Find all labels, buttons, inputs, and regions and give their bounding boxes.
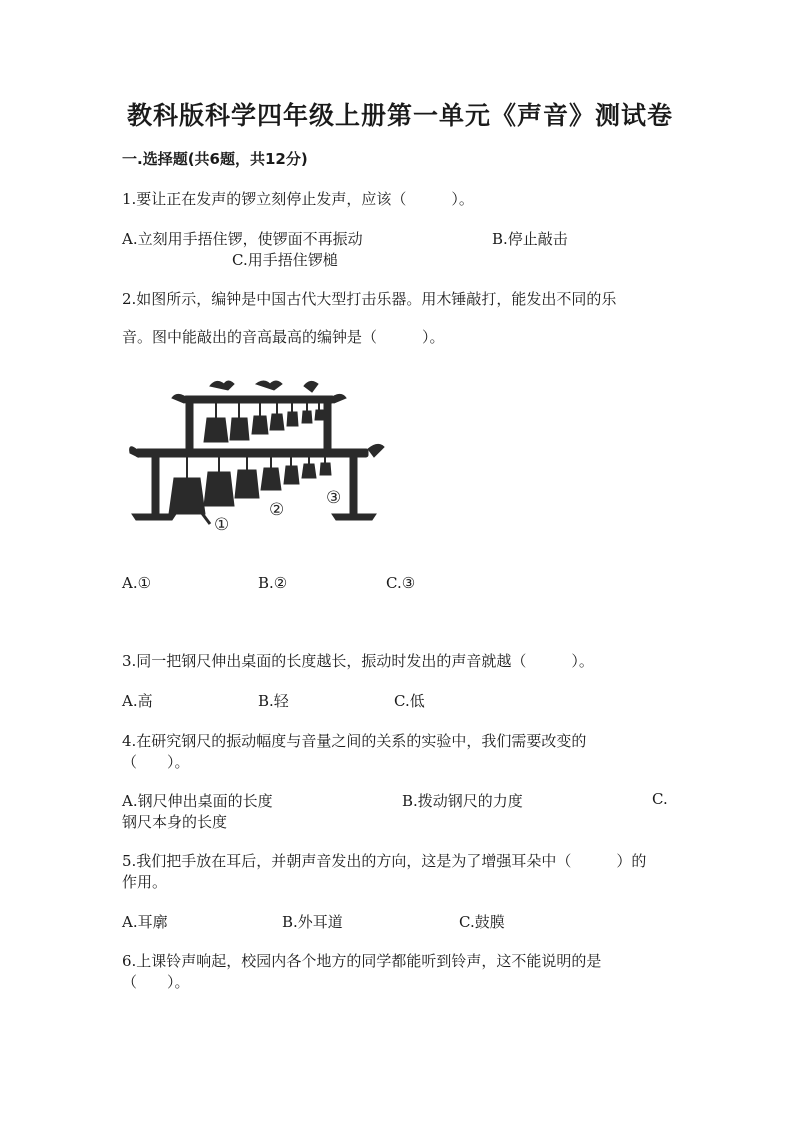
question-3-option-c: C.低 [394,692,425,710]
question-2-option-b: B.② [258,574,288,592]
question-5-option-b: B.外耳道 [282,913,343,931]
question-4-option-c-text: 钢尺本身的长度 [122,813,228,831]
question-4-stem-line-2: （ ）。 [122,753,190,771]
question-4-stem-line-1: 4.在研究钢尺的振动幅度与音量之间的关系的实验中，我们需要改变的 [122,732,587,750]
question-1-option-b: B.停止敲击 [492,230,568,248]
figure-label-2: ② [269,500,285,520]
question-4-option-a: A.钢尺伸出桌面的长度 [122,792,273,810]
section-heading: 一.选择题(共6题，共12分) [122,150,308,168]
question-5-option-a: A.耳廓 [122,913,168,931]
question-5-option-c: C.鼓膜 [459,913,505,931]
question-2-stem-line-2: 音。图中能敲出的音高最高的编钟是（ ）。 [122,328,445,346]
question-5-stem-line-2: 作用。 [122,873,168,891]
question-6-stem-line-1: 6.上课铃声响起，校园内各个地方的同学都能听到铃声，这不能说明的是 [122,952,602,970]
question-2-stem-line-1: 2.如图所示，编钟是中国古代大型打击乐器。用木锤敲打，能发出不同的乐 [122,290,617,308]
figure-label-1: ① [214,515,230,535]
question-1-option-c: C.用手捂住锣槌 [232,251,338,269]
question-5-stem-line-1: 5.我们把手放在耳后，并朝声音发出的方向，这是为了增强耳朵中（ ）的 [122,852,647,870]
question-1-stem: 1.要让正在发声的锣立刻停止发声，应该（ ）。 [122,190,474,208]
question-2-option-a: A.① [122,574,152,592]
chime-bells-figure [128,378,388,538]
question-3-option-b: B.轻 [258,692,289,710]
question-6-stem-line-2: （ ）。 [122,973,190,991]
question-2-option-c: C.③ [386,574,416,592]
page-title: 教科版科学四年级上册第一单元《声音》测试卷 [126,101,673,130]
question-1-option-a: A.立刻用手捂住锣，使锣面不再振动 [122,230,363,248]
question-3-option-a: A.高 [122,692,153,710]
question-4-option-b: B.拨动钢尺的力度 [402,792,523,810]
figure-label-3: ③ [326,488,342,508]
question-4-option-c-prefix: C. [652,790,668,808]
question-3-stem: 3.同一把钢尺伸出桌面的长度越长，振动时发出的声音就越（ ）。 [122,652,594,670]
